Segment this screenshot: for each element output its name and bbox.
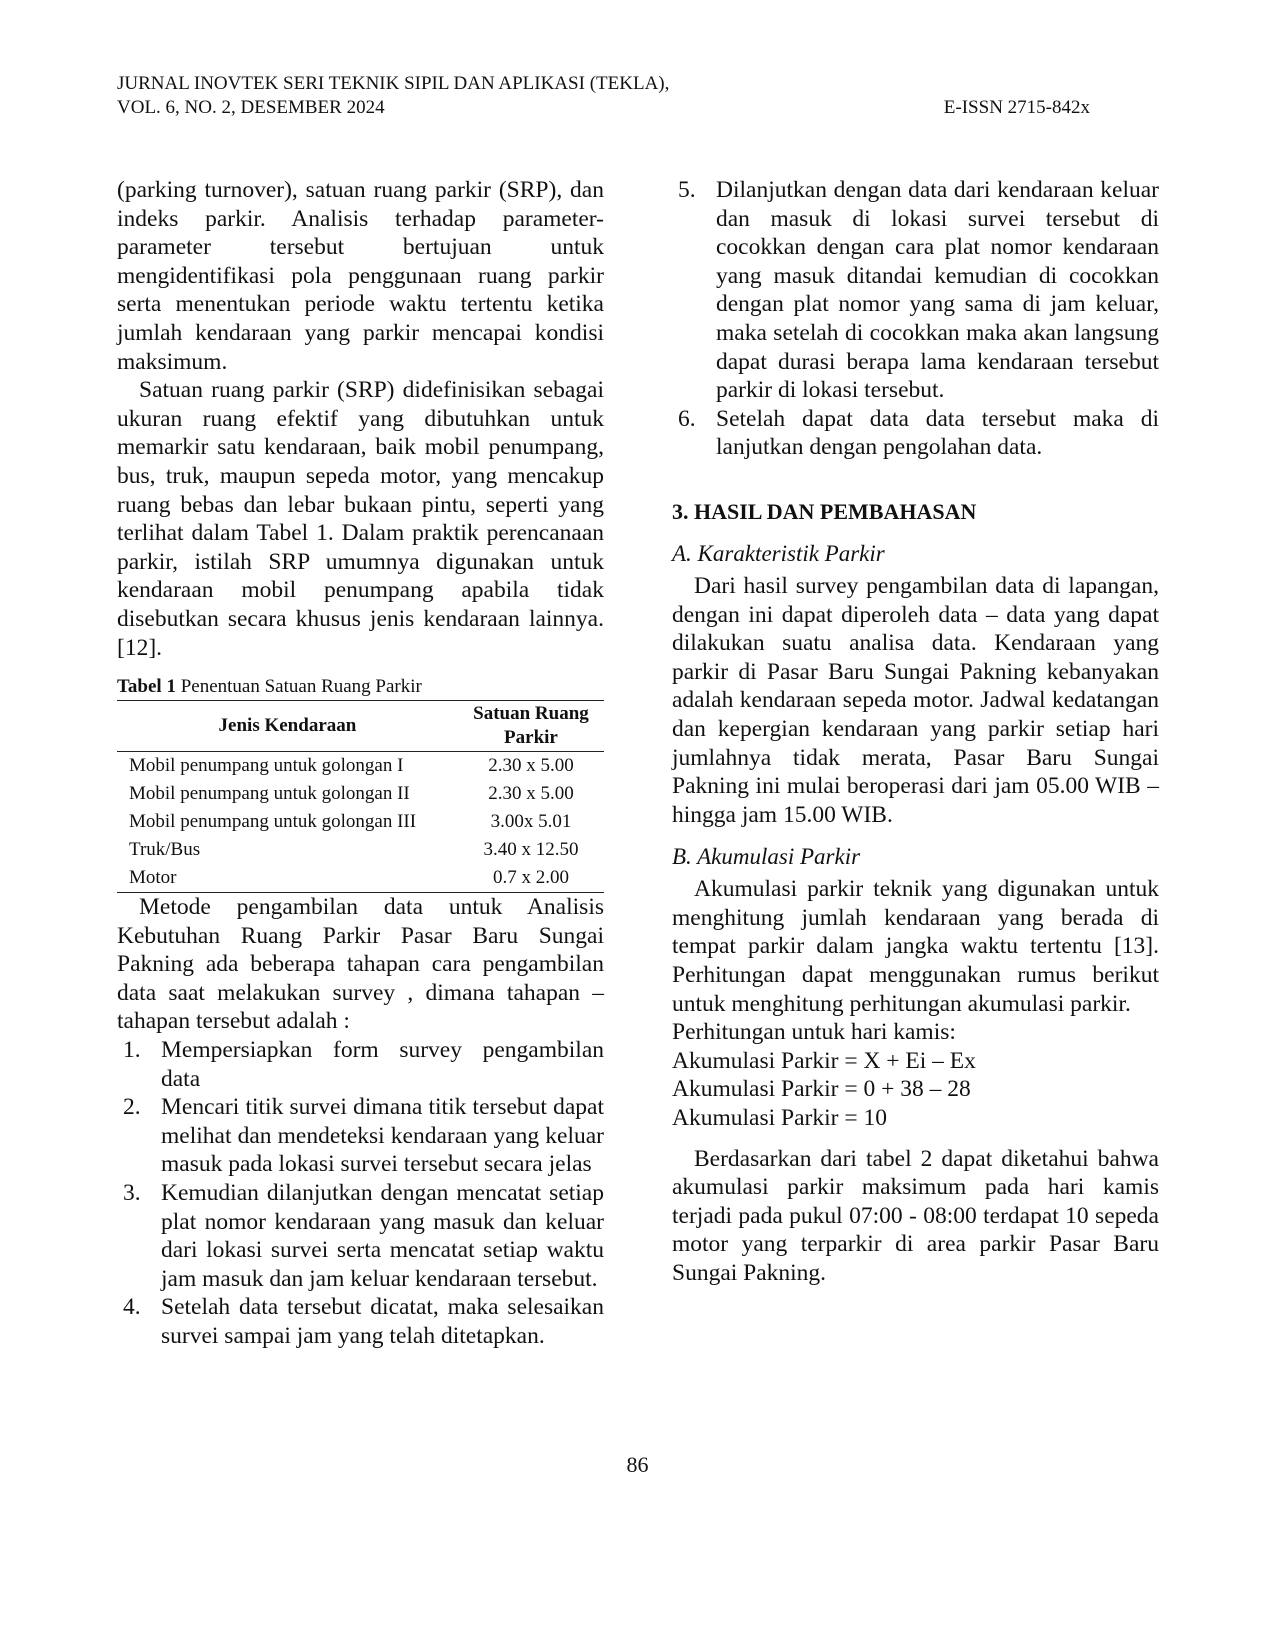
- list-text: Mencari titik survei dimana titik tersebut dapat melihat dan mendeteksi kendaraan yang keluar masuk pada lokasi survei tersebut secara jelas: [161, 1094, 604, 1178]
- journal-issn: E-ISSN 2715-842x: [943, 97, 1090, 118]
- paragraph-method: Metode pengambilan data untuk Analisis Kebutuhan Ruang Parkir Pasar Baru Sungai Pakning ada beberapa tahapan cara pengambilan data saat melakukan survey , dimana tahapan – tahapan tersebut adalah :: [117, 894, 604, 1035]
- journal-title: JURNAL INOVTEK SERI TEKNIK SIPIL DAN APLIKASI (TEKLA),: [117, 73, 670, 94]
- table-cell: 3.40 x 12.50: [483, 839, 579, 861]
- table-caption-text: Penentuan Satuan Ruang Parkir: [175, 676, 422, 698]
- list-number: 2.: [123, 1094, 141, 1121]
- table-header-cell: Satuan Ruang Parkir: [458, 701, 604, 752]
- section-heading: 3. HASIL DAN PEMBAHASAN: [672, 498, 977, 524]
- table-cell: Mobil penumpang untuk golongan II: [129, 783, 410, 805]
- left-column: [117, 176, 604, 1351]
- paragraph-akumulasi: Akumulasi parkir teknik yang digunakan untuk menghitung jumlah kendaraan yang berada di tempat parkir dalam jangka waktu tertentu [13]. Perhitungan dapat menggunakan rumus berikut untuk menghitung perhitungan akumulasi parkir.: [672, 876, 1159, 1017]
- right-column: [672, 176, 1159, 1288]
- list-item: [117, 1179, 604, 1293]
- table-caption: [117, 676, 604, 698]
- journal-volume: VOL. 6, NO. 2, DESEMBER 2024: [117, 97, 385, 118]
- paragraph-conclusion: Berdasarkan dari tabel 2 dapat diketahui bahwa akumulasi parkir maksimum pada hari kamis terjadi pada pukul 07:00 - 08:00 terdapat 10 sepeda motor yang terparkir di area parkir Pasar Baru Sungai Pakning.: [672, 1145, 1159, 1286]
- table-header-row: [117, 701, 604, 752]
- equation-line: Akumulasi Parkir = 0 + 38 – 28: [672, 1076, 971, 1103]
- paragraph-srp: Satuan ruang parkir (SRP) didefinisikan sebagai ukuran ruang efektif yang dibutuhkan untuk memarkir satu kendaraan, baik mobil penumpang, bus, truk, maupun sepeda motor, yang mencakup ruang bebas dan lebar bukaan pintu, seperti yang terlihat dalam Tabel 1. Dalam praktik perencanaan parkir, istilah SRP umumnya digunakan untuk kendaraan mobil penumpang apabila tidak disebutkan secara khusus jenis kendaraan lainnya. [12].: [117, 377, 604, 661]
- list-number: 3.: [123, 1180, 141, 1207]
- subsection-heading-b: B. Akumulasi Parkir: [672, 844, 861, 870]
- table-cell: 0.7 x 2.00: [458, 864, 604, 893]
- table-row: [117, 864, 604, 893]
- table-cell: Motor: [117, 864, 458, 893]
- list-number: 6.: [678, 405, 696, 432]
- table-caption-label: Tabel 1: [117, 676, 176, 698]
- list-number: 4.: [123, 1294, 141, 1321]
- page-number: 86: [626, 1452, 649, 1477]
- list-number: 5.: [678, 177, 696, 203]
- table-cell: Mobil penumpang untuk golongan I: [129, 755, 404, 777]
- table-row: [117, 836, 604, 864]
- list-item: [117, 1093, 604, 1179]
- table-cell: 2.30 x 5.00: [488, 755, 574, 777]
- table-row: [117, 808, 604, 836]
- steps-list-right: [672, 176, 1159, 462]
- list-item: [672, 405, 1159, 462]
- list-item: [672, 176, 1159, 405]
- paragraph-karakteristik: Dari hasil survey pengambilan data di lapangan, dengan ini dapat diperoleh data – data yang dapat dilakukan suatu analisa data. Kendaraan yang parkir di Pasar Baru Sungai Pakning kebanyakan adalah kendaraan sepeda motor. Jadwal kedatangan dan kepergian kendaraan yang parkir setiap hari jumlahnya tidak merata, Pasar Baru Sungai Pakning ini mulai beroperasi dari jam 05.00 WIB – hingga jam 15.00 WIB.: [672, 572, 1159, 828]
- list-text: Setelah data tersebut dicatat, maka selesaikan survei sampai jam yang telah ditetapkan.: [161, 1294, 604, 1349]
- table-row: [117, 752, 604, 781]
- running-header: [117, 72, 1090, 120]
- list-text: Dilanjutkan dengan data dari kendaraan keluar dan masuk di lokasi survei tersebut di cocokkan dengan cara plat nomor kendaraan yang masuk ditandai kemudian di cocokkan dengan plat nomor yang sama di jam keluar, maka setelah di cocokkan maka akan langsung dapat durasi berapa lama kendaraan tersebut parkir di lokasi tersebut.: [716, 177, 1159, 404]
- table-cell: 2.30 x 5.00: [488, 783, 574, 805]
- table-row: [117, 780, 604, 808]
- table-header-cell: Jenis Kendaraan: [117, 701, 458, 752]
- equation-line: Akumulasi Parkir = X + Ei – Ex: [672, 1047, 976, 1074]
- list-number: 1.: [123, 1037, 141, 1064]
- list-item: [117, 1036, 604, 1093]
- table-cell: 3.00x 5.01: [490, 811, 572, 833]
- list-text: Kemudian dilanjutkan dengan mencatat setiap plat nomor kendaraan yang masuk dan keluar dari lokasi survei serta mencatat setiap waktu jam masuk dan jam keluar kendaraan tersebut.: [161, 1180, 604, 1292]
- srp-table: [117, 700, 604, 893]
- equation-intro: Perhitungan untuk hari kamis:: [672, 1019, 956, 1046]
- list-item: [117, 1293, 604, 1350]
- table-cell: Mobil penumpang untuk golongan III: [129, 811, 417, 833]
- equation-line: Akumulasi Parkir = 10: [672, 1105, 887, 1132]
- list-text: Mempersiapkan form survey pengambilan data: [161, 1037, 604, 1092]
- paragraph-intro: (parking turnover), satuan ruang parkir (SRP), dan indeks parkir. Analisis terhadap parameter-parameter tersebut bertujuan untuk mengidentifikasi pola penggunaan ruang parkir serta menentukan periode waktu tertentu ketika jumlah kendaraan yang parkir mencapai kondisi maksimum.: [117, 177, 604, 375]
- table-cell: Truk/Bus: [129, 839, 201, 861]
- subsection-heading-a: A. Karakteristik Parkir: [672, 540, 885, 566]
- steps-list-left: [117, 1036, 604, 1351]
- list-text: Setelah dapat data data tersebut maka di lanjutkan dengan pengolahan data.: [716, 405, 1159, 461]
